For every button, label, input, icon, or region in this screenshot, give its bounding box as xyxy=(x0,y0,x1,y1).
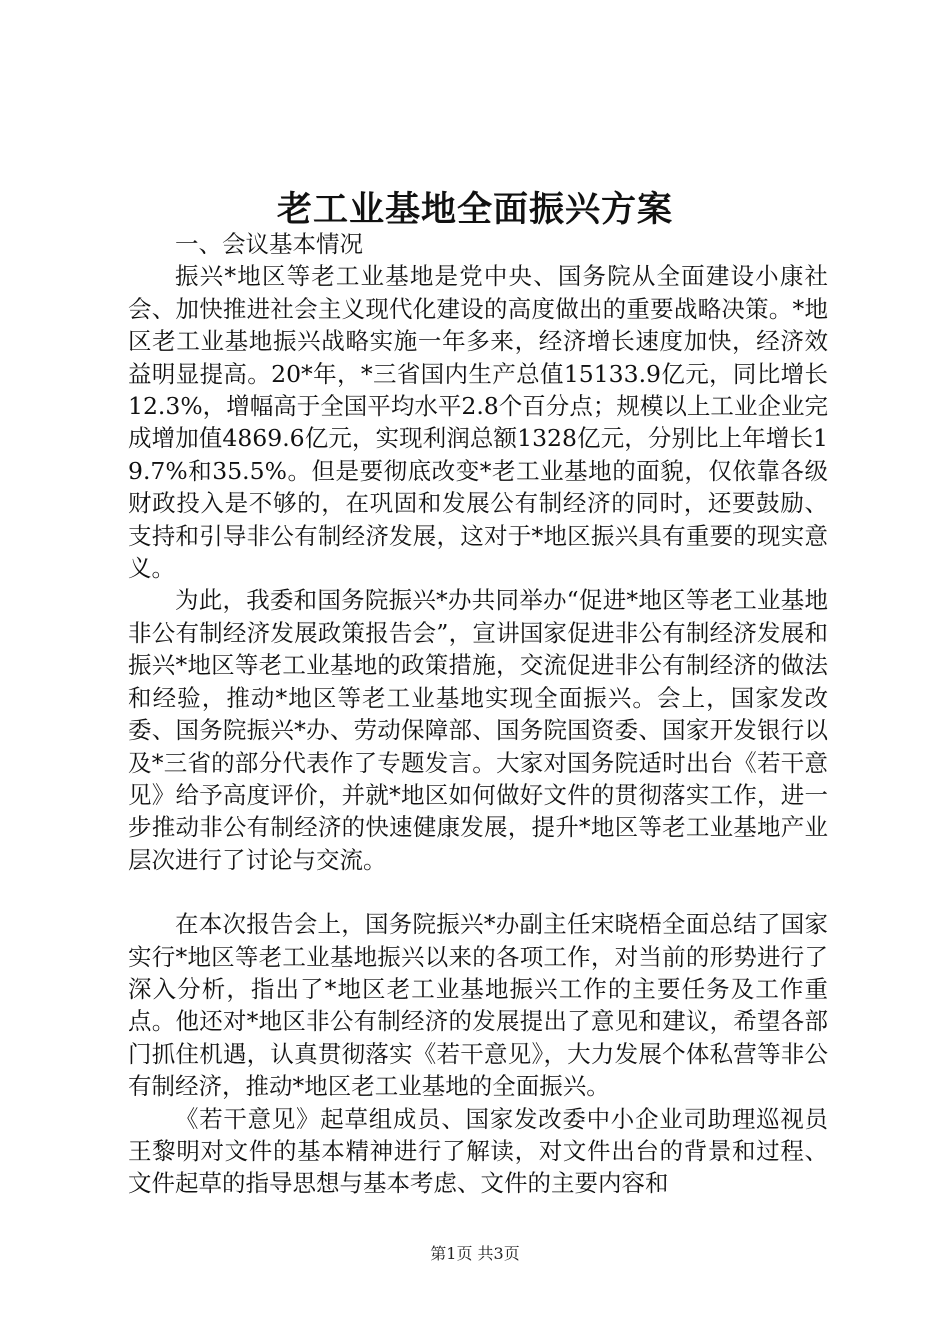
document-title: 老工业基地全面振兴方案 xyxy=(276,189,673,230)
paragraph: 《若干意见》起草组成员、国家发改委中小企业司助理巡视员王黎明对文件的基本精神进行了解读，对文件出台的背景和过程、文件起草的指导思想与基本考虑、文件的主要内容和 xyxy=(128,1104,828,1198)
section-heading: 一、会议基本情况 xyxy=(175,230,363,258)
paragraph: 在本次报告会上，国务院振兴*办副主任宋晓梧全面总结了国家实行*地区等老工业基地振兴以来的各项工作，对当前的形势进行了深入分析，指出了*地区老工业基地振兴工作的主要任务及工作重点。他还对*地区非公有制经济的发展提出了意见和建议，希望各部门抓住机遇，认真贯彻落实《若干意见》，大力发展个体私营等非公有制经济，推动*地区老工业基地的全面振兴。 xyxy=(128,910,828,1101)
paragraph: 为此，我委和国务院振兴*办共同举办“促进*地区等老工业基地非公有制经济发展政策报告会”，宣讲国家促进非公有制经济发展和振兴*地区等老工业基地的政策措施，交流促进非公有制经济的做法和经验，推动*地区等老工业基地实现全面振兴。会上，国家发改委、国务院振兴*办、劳动保障部、国务院国资委、国家开发银行以及*三省的部分代表作了专题发言。大家对国务院适时出台《若干意见》给予高度评价，并就*地区如何做好文件的贯彻落实工作，进一步推动非公有制经济的快速健康发展，提升*地区等老工业基地产业层次进行了讨论与交流。 xyxy=(128,586,828,874)
paragraph: 振兴*地区等老工业基地是党中央、国务院从全面建设小康社会、加快推进社会主义现代化建设的高度做出的重要战略决策。*地区老工业基地振兴战略实施一年多来，经济增长速度加快，经济效益明显提高。20*年，*三省国内生产总值15133.9亿元，同比增长12.3%，增幅高于全国平均水平2.8个百分点；规模以上工业企业完成增加值4869.6亿元，实现利润总额1328亿元，分别比上年增长19.7%和35.5%。但是要彻底改变*老工业基地的面貌，仅依靠各级财政投入是不够的，在巩固和发展公有制经济的同时，还要鼓励、支持和引导非公有制经济发展，这对于*地区振兴具有重要的现实意义。 xyxy=(128,262,828,583)
page-number: 第1页 共3页 xyxy=(430,1244,520,1263)
document-body xyxy=(128,228,828,1200)
